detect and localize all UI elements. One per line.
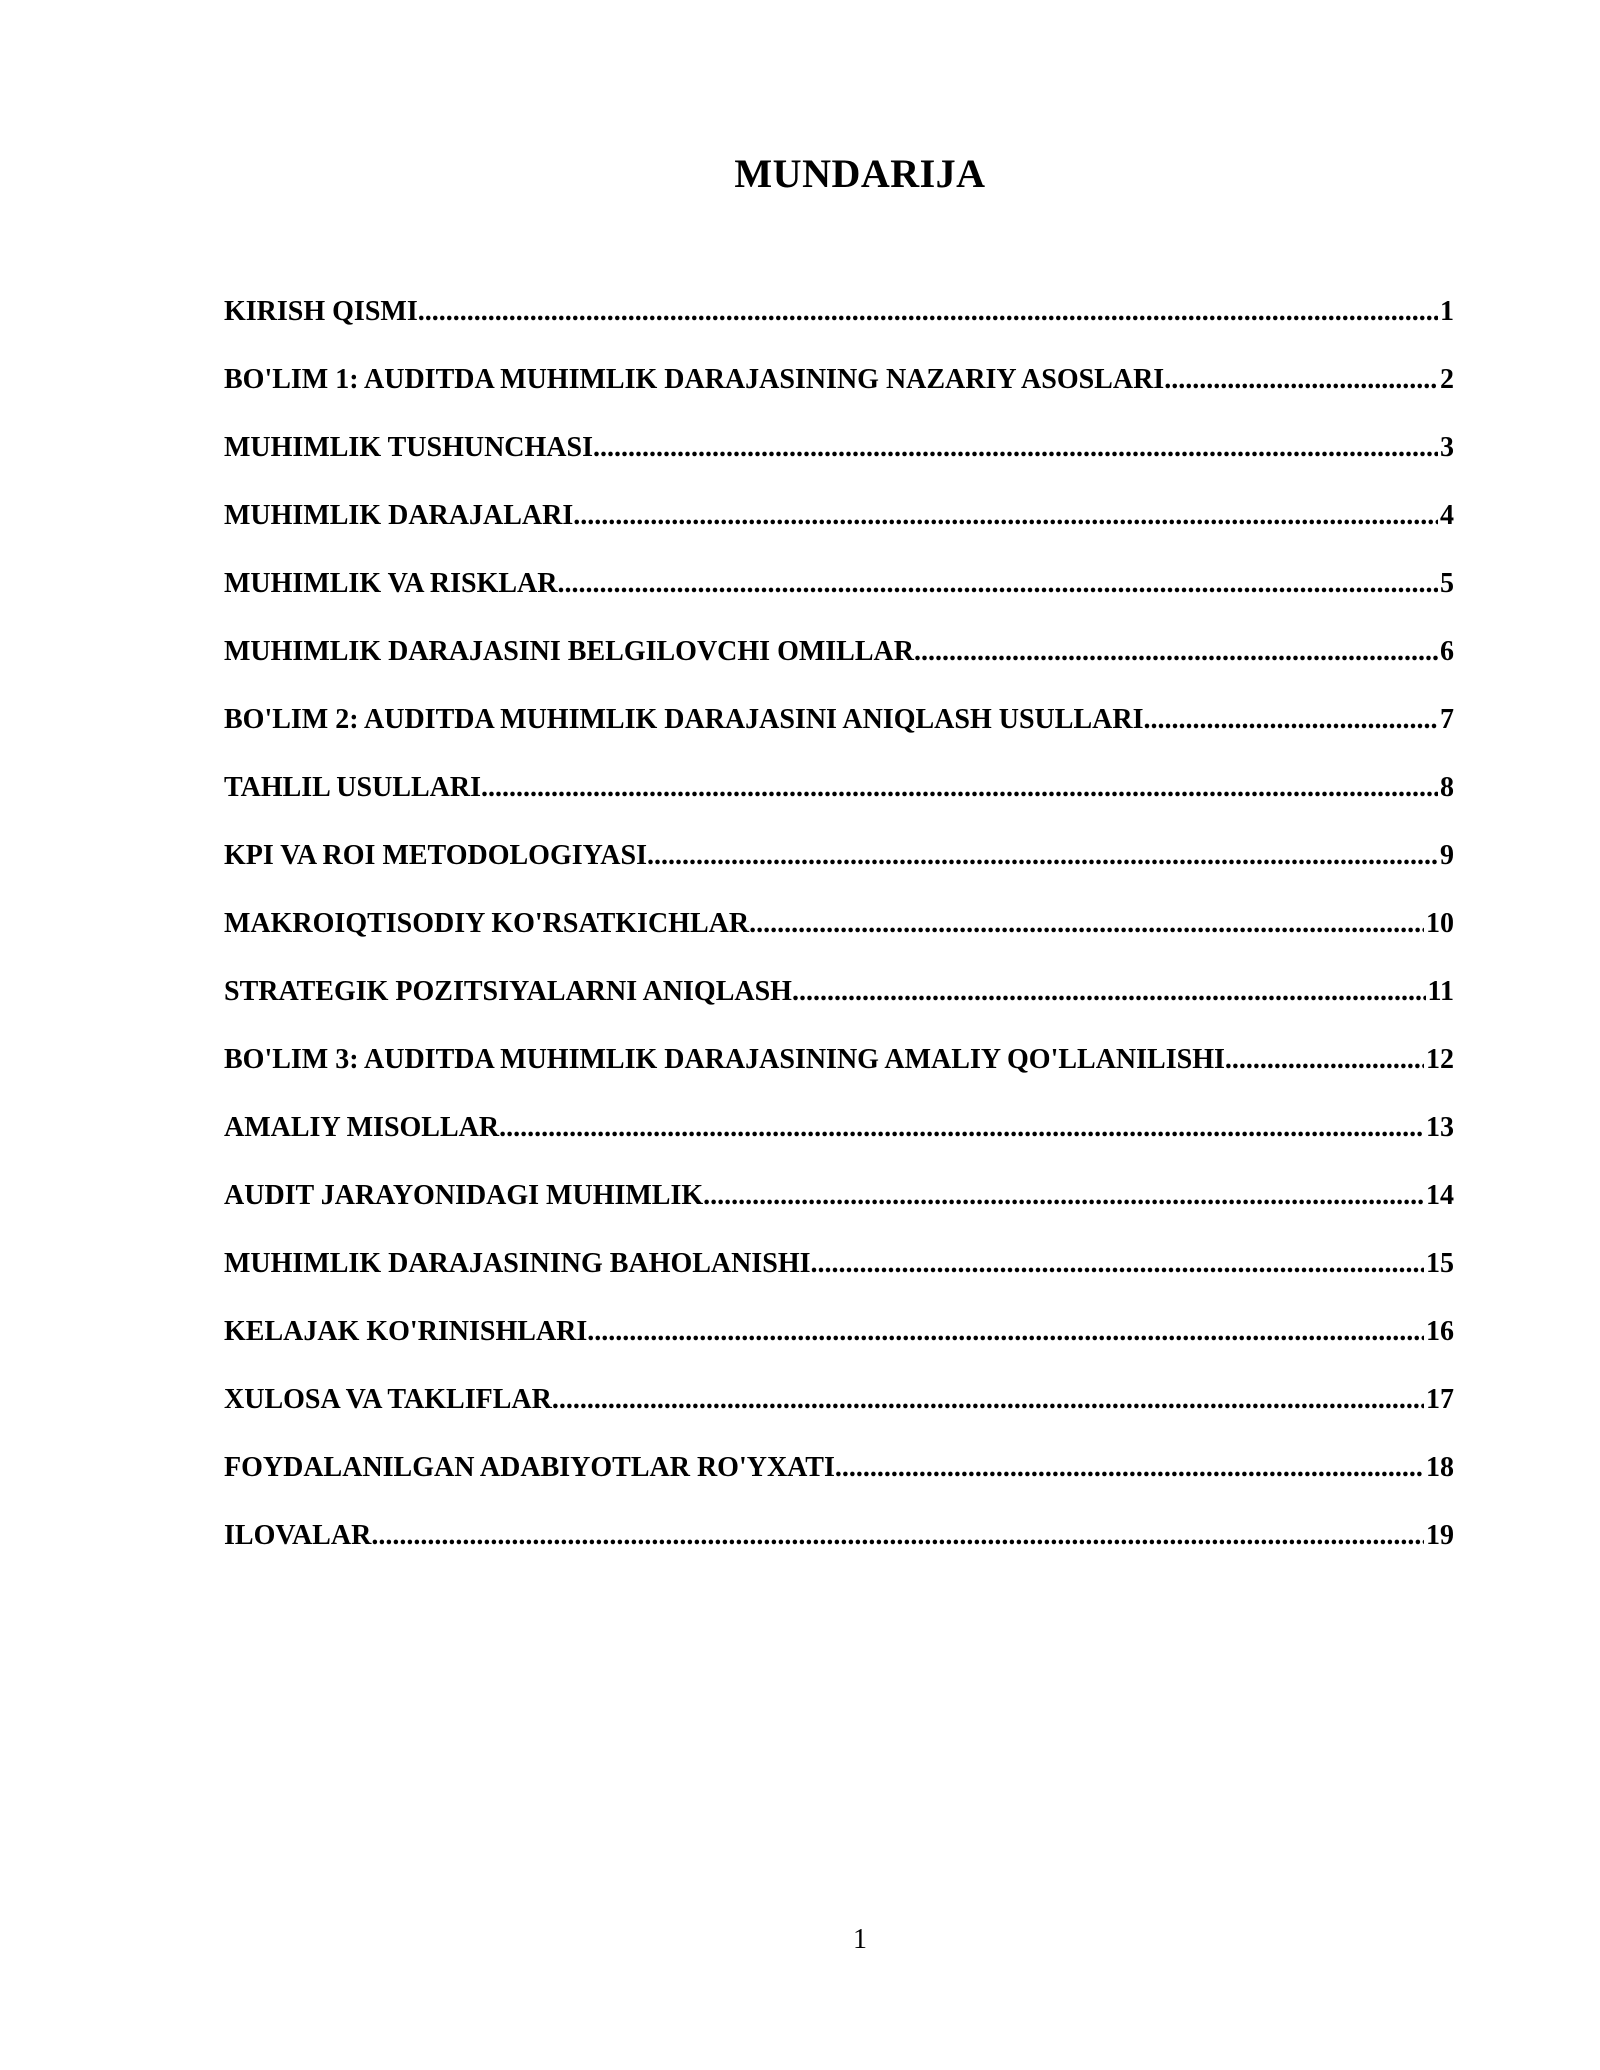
toc-entry[interactable] <box>224 698 1454 766</box>
toc-entry-label: AMALIY MISOLLAR <box>224 1112 500 1143</box>
toc-dot-leader <box>703 1174 1424 1218</box>
toc-entry-label: TAHLIL USULLARI <box>224 772 482 803</box>
toc-entry[interactable] <box>224 1038 1454 1106</box>
toc-entry[interactable] <box>224 834 1454 902</box>
toc-dot-leader <box>1225 1038 1424 1082</box>
toc-entry[interactable] <box>224 290 1454 358</box>
toc-entry[interactable] <box>224 1106 1454 1174</box>
toc-entry[interactable] <box>224 902 1454 970</box>
toc-dot-leader <box>481 766 1438 810</box>
toc-entry-label: STRATEGIK POZITSIYALARNI ANIQLASH <box>224 976 792 1007</box>
toc-entry-label: BO'LIM 2: AUDITDA MUHIMLIK DARAJASINI ANIQLASH USULLARI <box>224 704 1144 735</box>
toc-entry-label: BO'LIM 3: AUDITDA MUHIMLIK DARAJASINING AMALIY QO'LLANILISHI <box>224 1044 1225 1075</box>
toc-entry-label: XULOSA VA TAKLIFLAR <box>224 1384 552 1415</box>
toc-entry[interactable] <box>224 970 1454 1038</box>
toc-entry-page: 19 <box>1426 1520 1454 1551</box>
toc-entry[interactable] <box>224 630 1454 698</box>
toc-entry-page: 8 <box>1440 772 1454 803</box>
toc-entry-label: KPI VA ROI METODOLOGIYASI <box>224 840 647 871</box>
toc-entry-page: 3 <box>1440 432 1454 463</box>
toc-entry-label: FOYDALANILGAN ADABIYOTLAR RO'YXATI <box>224 1452 835 1483</box>
toc-dot-leader <box>593 426 1438 470</box>
toc-dot-leader <box>647 834 1438 878</box>
toc-entry-label: KELAJAK KO'RINISHLARI <box>224 1316 588 1347</box>
toc-entry-label: MAKROIQTISODIY KO'RSATKICHLAR <box>224 908 750 939</box>
page-title: MUNDARIJA <box>734 151 986 196</box>
toc-entry[interactable] <box>224 1378 1454 1446</box>
toc-entry-label: MUHIMLIK VA RISKLAR <box>224 568 558 599</box>
toc-entry-page: 6 <box>1440 636 1454 667</box>
toc-dot-leader <box>1143 698 1438 742</box>
toc-entry-label: AUDIT JARAYONIDAGI MUHIMLIK <box>224 1180 704 1211</box>
toc-dot-leader <box>499 1106 1424 1150</box>
toc-entry-label: KIRISH QISMI <box>224 296 418 327</box>
toc-entry-page: 18 <box>1426 1452 1454 1483</box>
toc-entry-page: 4 <box>1440 500 1454 531</box>
toc-entry-label: BO'LIM 1: AUDITDA MUHIMLIK DARAJASINING NAZARIY ASOSLARI <box>224 364 1165 395</box>
toc-dot-leader <box>835 1446 1424 1490</box>
toc-dot-leader <box>792 970 1426 1014</box>
toc-entry[interactable] <box>224 1310 1454 1378</box>
toc-entry-label: MUHIMLIK DARAJASINING BAHOLANISHI <box>224 1248 811 1279</box>
toc-entry[interactable] <box>224 562 1454 630</box>
toc-entry[interactable] <box>224 426 1454 494</box>
toc-entry-label: MUHIMLIK DARAJASINI BELGILOVCHI OMILLAR <box>224 636 914 667</box>
table-of-contents <box>224 290 1454 1582</box>
toc-entry[interactable] <box>224 1514 1454 1582</box>
toc-entry-page: 17 <box>1426 1384 1454 1415</box>
toc-entry-label: MUHIMLIK TUSHUNCHASI <box>224 432 593 463</box>
toc-dot-leader <box>371 1514 1424 1558</box>
toc-dot-leader <box>914 630 1438 674</box>
toc-entry-page: 1 <box>1440 296 1454 327</box>
toc-entry[interactable] <box>224 1174 1454 1242</box>
toc-dot-leader <box>418 290 1438 334</box>
toc-dot-leader <box>749 902 1424 946</box>
toc-entry[interactable] <box>224 494 1454 562</box>
toc-entry-label: ILOVALAR <box>224 1520 372 1551</box>
toc-entry[interactable] <box>224 766 1454 834</box>
toc-dot-leader <box>1164 358 1438 402</box>
toc-dot-leader <box>557 562 1438 606</box>
toc-entry-page: 9 <box>1440 840 1454 871</box>
toc-entry-page: 12 <box>1426 1044 1454 1075</box>
toc-entry-page: 14 <box>1426 1180 1454 1211</box>
toc-entry-page: 7 <box>1440 704 1454 735</box>
toc-entry[interactable] <box>224 1242 1454 1310</box>
toc-entry-page: 10 <box>1426 908 1454 939</box>
toc-entry-label: MUHIMLIK DARAJALARI <box>224 500 574 531</box>
toc-entry-page: 11 <box>1427 976 1454 1007</box>
toc-dot-leader <box>552 1378 1424 1422</box>
toc-dot-leader <box>811 1242 1424 1286</box>
toc-dot-leader <box>587 1310 1424 1354</box>
toc-entry-page: 5 <box>1440 568 1454 599</box>
toc-dot-leader <box>573 494 1438 538</box>
toc-entry-page: 2 <box>1440 364 1454 395</box>
toc-entry[interactable] <box>224 1446 1454 1514</box>
page-number: 1 <box>853 1924 867 1955</box>
toc-entry-page: 13 <box>1426 1112 1454 1143</box>
toc-entry[interactable] <box>224 358 1454 426</box>
toc-entry-page: 15 <box>1426 1248 1454 1279</box>
toc-entry-page: 16 <box>1426 1316 1454 1347</box>
